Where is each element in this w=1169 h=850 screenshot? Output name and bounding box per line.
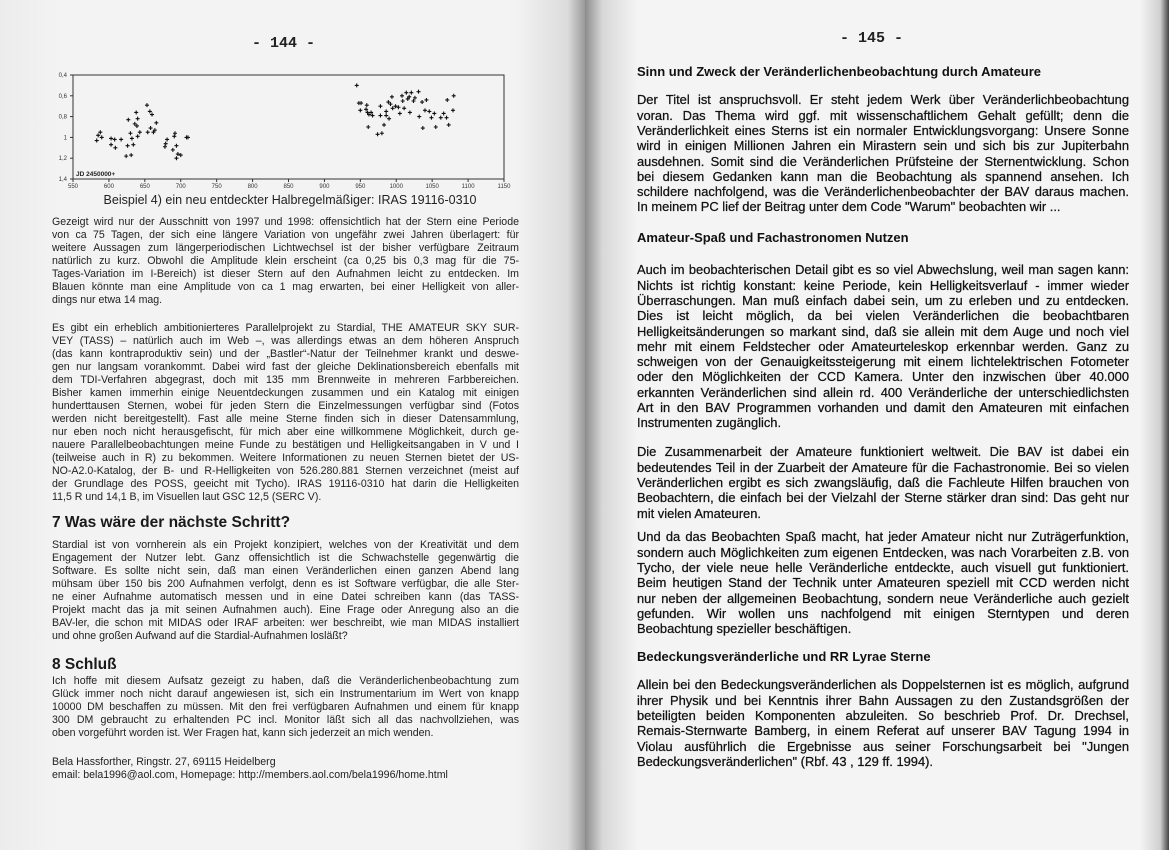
data-point [134, 110, 138, 114]
data-point [109, 143, 113, 147]
data-point [96, 133, 100, 137]
paragraph-line: Die Zusammenarbeit der Amateure funktioniert weltweit. Die BAV ist dabei ein [637, 444, 1129, 460]
paragraph-line: Der Titel ist anspruchsvoll. Er steht jedem Werk über Veränderlichbeobachtung [637, 92, 1129, 108]
y-tick-label: 1 [63, 135, 67, 142]
data-point [389, 102, 393, 106]
data-point [434, 125, 438, 129]
paragraph-line: Tycho, der viele neue helle Veränderliche entdeckte, auch visuell gut funktioniert. [637, 559, 1129, 575]
data-point [95, 139, 99, 143]
data-point [398, 111, 402, 115]
data-point [148, 109, 152, 113]
data-point [423, 108, 427, 112]
data-point [384, 109, 388, 113]
paragraph-line: weitere Aussagen zum längerperiodischen Lichtwechsel ist der bisher verfügbare Zeitraum [52, 241, 519, 254]
data-point [387, 117, 391, 121]
data-point [163, 145, 167, 149]
data-point [165, 137, 169, 141]
data-point [150, 113, 154, 117]
data-point [174, 156, 178, 160]
paragraph-line: Veränderlichkeit eines Sterns ist ein normaler Entwicklungsvorgang: Unsere Sonne [637, 122, 1129, 138]
paragraph-line: oben vorgeführt worden ist. Wer Fragen hat, kann sich jederzeit an mich wenden. [52, 726, 434, 739]
paragraph-line: erkannten Veränderlichen sind allein rd. 400 Veränderliche der unterschiedlichsten [637, 384, 1129, 400]
paragraph-line: 300 DM gebraucht zu erhaltenden PC incl. Monitor läßt sich all das nachvollziehen, was [52, 713, 519, 726]
light-curve-chart [40, 62, 520, 190]
data-point [452, 94, 456, 98]
chart-caption: Beispiel 4) ein neu entdeckter Halbregelmäßiger: IRAS 19116-0310 [103, 193, 477, 207]
paragraph-line: Glück immer noch nicht darauf angewiesen ist, sich ein Instrumentarium im Wert von knapp [52, 687, 519, 700]
data-point [378, 114, 382, 118]
data-point [113, 137, 117, 141]
paragraph-line: nur eben noch nicht herausgefischt, für mich aber eine willkommene Möglichkeit, durch ge- [52, 425, 519, 438]
paragraph-line: Bisher kamen immerhin einige Neuentdeckungen zusammen und ein Katalog mit einigen [52, 386, 519, 399]
data-point [400, 94, 404, 98]
data-point [355, 83, 359, 87]
paragraph-line: hunderttausen Sternen, wobei für jeden Stern die Einzelmessungen verfügbar sind (Fotos [52, 399, 519, 412]
paragraph-line: VEY (TASS) – natürlich auch im Web –, was allerdings etwas an dem höheren Anspruch [52, 334, 519, 347]
data-point [145, 103, 149, 107]
data-point [133, 122, 137, 126]
author-contact-line: Bela Hassforther, Ringstr. 27, 69115 Heidelberg [52, 755, 276, 768]
data-point [136, 117, 140, 121]
paragraph-line: Software. Es sollte nicht sein, daß man einen Veränderlichen einen ganzen Abend lang [52, 564, 519, 577]
data-point [380, 131, 384, 135]
data-point [136, 134, 140, 138]
x-tick-label: 900 [319, 184, 330, 190]
data-point [390, 95, 394, 99]
paragraph-line: mühsam über 150 bis 200 Aufnahmen verfolgt, denn es ist Software verfügbar, die alle Ster- [52, 577, 519, 590]
data-point [126, 118, 130, 122]
data-point [109, 136, 113, 140]
data-point [130, 136, 134, 140]
x-tick-label: 650 [139, 184, 150, 190]
data-point [442, 111, 446, 115]
data-point [424, 98, 428, 102]
x-tick-label: 750 [211, 184, 222, 190]
plot-frame [73, 75, 504, 179]
data-point [408, 110, 412, 114]
paragraph-line: Und da das Beobachten Spaß macht, hat jeder Amateur nicht nur Zuträgerfunktion, [637, 529, 1129, 545]
data-point [382, 123, 386, 127]
paragraph-line: Überraschungen. Man muß einfach dabei sein, um zu erleben und zu entdecken. [637, 292, 1129, 308]
data-point [445, 98, 449, 102]
paragraph-line: Blauen könnte man eine Amplitude von ca 1 mag erwarten, bei einer Helligkeit von aller- [52, 280, 519, 293]
paragraph-line: bei diesem Gedanken kann man die Beobachtung als spannend ansehen. Ich [637, 168, 1129, 184]
data-point [129, 153, 133, 157]
author-contact-line: email: bela1996@aol.com, Homepage: http://members.aol.com/bela1996/home.html [52, 768, 448, 781]
paragraph-line: nur neben der allgemeinen Beobachtung, sondern neue Veränderliche auch gezielt [637, 590, 1129, 606]
data-point [174, 144, 178, 148]
data-point [113, 146, 117, 150]
paragraph-line: Helligkeitsänderungen so markant sind, daß sie allein mit dem Auge und noch viel [637, 323, 1129, 339]
paragraph-line: NO-A2.0-Katalog, der B- und R-Helligkeiten von 526.280.881 Sternen verzeichnet (meist auf [52, 464, 519, 477]
paragraph-line: dings nur etwa 14 mag. [52, 293, 163, 306]
paragraph-line: dem TDI-Verfahren abgegrast, doch mit 135 mm Brennweite in mehreren Farbbereichen. [52, 373, 519, 386]
paragraph-line: und ohne großen Aufwand auf die Stardial-Aufnahmen losläßt? [52, 629, 348, 642]
paragraph-line: Beobachtern, die einfach bei der Vielzahl der Sterne stärker dran sind: Das geht nur [637, 490, 1129, 506]
data-point [429, 116, 433, 120]
data-point [98, 130, 102, 134]
paragraph-line: voran. Das Thema wird ggf. mit wissenschaftlichem Gehalt gefüllt; denn die [637, 107, 1129, 123]
paragraph-line: Tages-Variation im I-Bereich) ist dieser Stern auf den Aufnahmen leicht zu entdecken. Im [52, 267, 519, 280]
data-point [401, 99, 405, 103]
x-tick-label: 950 [355, 184, 366, 190]
paragraph-line: natürlich zu kurz. Obwohl die Amplitude klein erscheint (ca 0,25 bis 0,3 mag für die 75- [52, 254, 519, 267]
data-point [135, 124, 139, 128]
x-tick-label: 550 [67, 184, 79, 190]
paragraph-line: Stardial ist von vornherein als ein Projekt konzipiert, welches von der Kreativität und dem [52, 538, 519, 551]
paragraph-line: ne einer Aufnahme automatisch messen und in eine Datei schreiben kann (das TASS- [52, 590, 519, 603]
x-tick-label: 1000 [389, 184, 403, 190]
paragraph-line: bedeutendes Teil in der Zuarbeit der Amateure für die Fachastronomie. Bei so vielen [637, 459, 1129, 475]
paragraph-line: Ich hoffe mit diesem Aufsatz gezeigt zu haben, daß die Veränderlichenbeobachtung zum [52, 674, 519, 687]
data-point [445, 116, 449, 120]
x-tick-label: 850 [283, 184, 294, 190]
x-tick-label: 1050 [425, 184, 439, 190]
paragraph-line: Beim heutigen Stand der Technik unter Amateuren speziell mit CCD werden nicht [637, 575, 1129, 591]
data-point [100, 135, 104, 139]
data-point [447, 123, 451, 127]
y-tick-label: 1,4 [58, 177, 67, 183]
data-point [172, 134, 176, 138]
data-point [149, 126, 153, 130]
data-point [384, 114, 388, 118]
data-point [154, 121, 158, 125]
data-point [451, 108, 455, 112]
paragraph-line: Engagement der Nutzer lebt. Ganz offensichtlich ist die Schwachstelle gegenwärtig die [52, 551, 519, 564]
paragraph-line: schweigen von der Genauigkeitssteigerung mit einem lichtelektrischen Fotometer [637, 354, 1129, 370]
data-point [421, 126, 425, 130]
page-number: - 145 - [840, 30, 904, 47]
section-heading: Sinn und Zweck der Veränderlichenbeobachtung durch Amateure [637, 64, 1042, 79]
paragraph-line: Gezeigt wird nur der Ausschnitt von 1997 und 1998: offensichtlich hat der Stern eine Periode [52, 215, 519, 228]
paragraph-line: wird in einigen Millionen Jahren ein Mirastern sein und sich bis zur Jupiterbahn [637, 138, 1129, 154]
data-point [146, 130, 150, 134]
paragraph-line: werden nicht bereitgestellt). Fast alle meine Sterne finden sich in dieser Datensammlung, [52, 412, 519, 425]
data-point [402, 106, 406, 110]
data-point [138, 130, 142, 134]
x-tick-label: 700 [175, 184, 186, 190]
paragraph-line: Veränderlichen ergibt es sich zwangsläufig, daß die Fachleute Hilfen brauchen von [637, 474, 1129, 490]
x-tick-label: 600 [103, 184, 114, 190]
paragraph-line: oder den Möglichkeiten der CCD Kamera. Unter den inzwischen über 40.000 [637, 369, 1129, 385]
paragraph-line: Instrumenten zugänglich. [637, 415, 782, 431]
paragraph-line: sondern auch Möglichkeiten zum eigenen Entdecken, was nach Vorarbeiten z.B. von [637, 544, 1129, 560]
data-point [391, 106, 395, 110]
paragraph-line: Bedeckungsveränderlichen" (Rbf. 43 , 129 ff. 1994). [637, 753, 933, 769]
paragraph-line: Dies ist leicht möglich, da bei vielen Veränderlichen die beobachtbaren [637, 308, 1129, 324]
data-point [427, 109, 431, 113]
paragraph-line: nauere Parallelbeobachtungen meine Funde zu bestätigen und Helligkeitsangaben in V und I [52, 438, 519, 451]
data-point [386, 100, 390, 104]
data-point [359, 101, 363, 105]
paragraph-line: Auch im beobachterischen Detail gibt es so viel Abwechslung, weil man sagen kann: [637, 262, 1129, 278]
x-tick-label: 1150 [497, 184, 511, 190]
data-point [366, 125, 370, 129]
data-point [164, 142, 168, 146]
paragraph-line: mehr mit einem Feldstecher oder Amateurteleskop erkennbar werden. Ganz zu [637, 338, 1129, 354]
paragraph-line: Nichts ist richtig konstant: keine Periode, kein Helligkeitsverlauf - immer wieder [637, 277, 1129, 293]
data-point [378, 104, 382, 108]
data-point [173, 131, 177, 135]
paragraph-line: gefunden. Wir wollen uns nachfolgend mit einigen Sterntypen und deren [637, 605, 1129, 621]
x-tick-label: 800 [247, 184, 258, 190]
paragraph-line: Violau ausführlich die Ergebnisse aus seiner Forschungsarbeit bei "Jungen [637, 738, 1129, 754]
paragraph-line: ausdehnen. Somit sind die Veränderlichen Prüfsteine der Sternentwicklung. Schon [637, 153, 1129, 169]
data-point [439, 116, 443, 120]
x-axis-label: JD 2450000+ [76, 171, 116, 178]
paragraph-line: Projekt macht das ja mit seinen Aufnahmen auch). Eine Frage oder Anregung also an die [52, 603, 519, 616]
section-heading: Bedeckungsveränderliche und RR Lyrae Sterne [637, 649, 931, 664]
paragraph-line: schildere nachfolgend, was die Veränderlichenbeobachter der BAV daraus machen. [637, 184, 1129, 200]
paragraph-line: ihrer Physik und bei Kenntnis ihrer Bahn Aussagen zu den Zustandsgrößen der [637, 692, 1129, 708]
data-point [358, 108, 362, 112]
data-point [417, 90, 421, 94]
data-point [404, 91, 408, 95]
paragraph-line: Allein bei den Bedeckungsveränderlichen als Doppelsternen ist es möglich, aufgrund [637, 677, 1129, 693]
y-tick-label: 1,2 [58, 156, 67, 163]
paragraph-line: der Grundlage des POSS, geeicht mit Tycho). IRAS 19116-0310 hat darin die Helligkeiten [52, 477, 519, 490]
page-number: - 144 - [252, 35, 316, 52]
data-point [365, 103, 369, 107]
x-tick-label: 1100 [461, 184, 475, 190]
y-tick-label: 0,6 [58, 93, 67, 100]
data-point [131, 143, 135, 147]
paragraph-line: von ca 75 Tagen, der sich eine längere Variation von ungefähr zwei Jahren überlagert: für [52, 228, 519, 241]
section-heading: Amateur-Spaß und Fachastronomen Nutzen [637, 230, 909, 245]
data-point [119, 137, 123, 141]
paragraph-line: (teilweise auch in R) zu bekommen. Weitere Informationen zu neuen Sternen bietet der US- [52, 451, 519, 464]
paragraph-line: Art in den BAV Programmen vorhanden und damit den Amateuren mit einfachen [637, 400, 1129, 416]
y-tick-label: 0,8 [58, 114, 67, 121]
paragraph-line: gen nur langsam vorankommt. Dabei wird fast der gleiche Deklinationsbereich ebenfalls mit [52, 360, 519, 373]
data-point [126, 144, 130, 148]
paragraph-line: (das kann kontraproduktiv sein) und der „Bastler“-Natur der Teilnehmer krankt und deswe- [52, 347, 519, 360]
data-point [171, 148, 175, 152]
paragraph-line: 11,5 R und 14,1 B, im Visuellen laut GSC 12,5 (SERC V). [52, 490, 322, 503]
data-point [124, 154, 128, 158]
paragraph-line: Beobachtung spezieller beschäftigen. [637, 621, 852, 637]
section-heading: 7 Was wäre der nächste Schritt? [52, 514, 291, 531]
paragraph-line: Remais-Sternwarte Bamberg, in einem Referat auf unserer BAV Tagung 1994 in [637, 723, 1129, 739]
paragraph-line: 10000 DM beschaffen zu müssen. Mit den frei verfügbaren Aufnahmen und einem für knapp [52, 700, 519, 713]
y-tick-label: 0,4 [58, 73, 67, 79]
data-point [409, 91, 413, 95]
data-point [420, 100, 424, 104]
paragraph-line: beteiligten beiden Komponenten abzuleiten. So beschrieb Prof. Dr. Drechsel, [637, 707, 1129, 723]
data-point [376, 132, 380, 136]
paragraph-line: In meinem PC lief der Beitrag unter dem Code "Warum" beobachten wir ... [637, 199, 1061, 215]
data-point [432, 111, 436, 115]
paragraph-line: mit vielen Amateuren. [637, 505, 761, 521]
section-heading: 8 Schluß [52, 656, 117, 673]
paragraph-line: Es gibt ein erheblich ambitionierteres Parallelprojekt zu Stardial, THE AMATEUR SKY SUR- [52, 321, 519, 334]
data-point [417, 115, 421, 119]
paragraph-line: BAV-ler, die schon mit MIDAS oder IRAF arbeiten: wer beschreibt, wie man MIDAS installiert [52, 616, 519, 629]
data-point [128, 131, 132, 135]
